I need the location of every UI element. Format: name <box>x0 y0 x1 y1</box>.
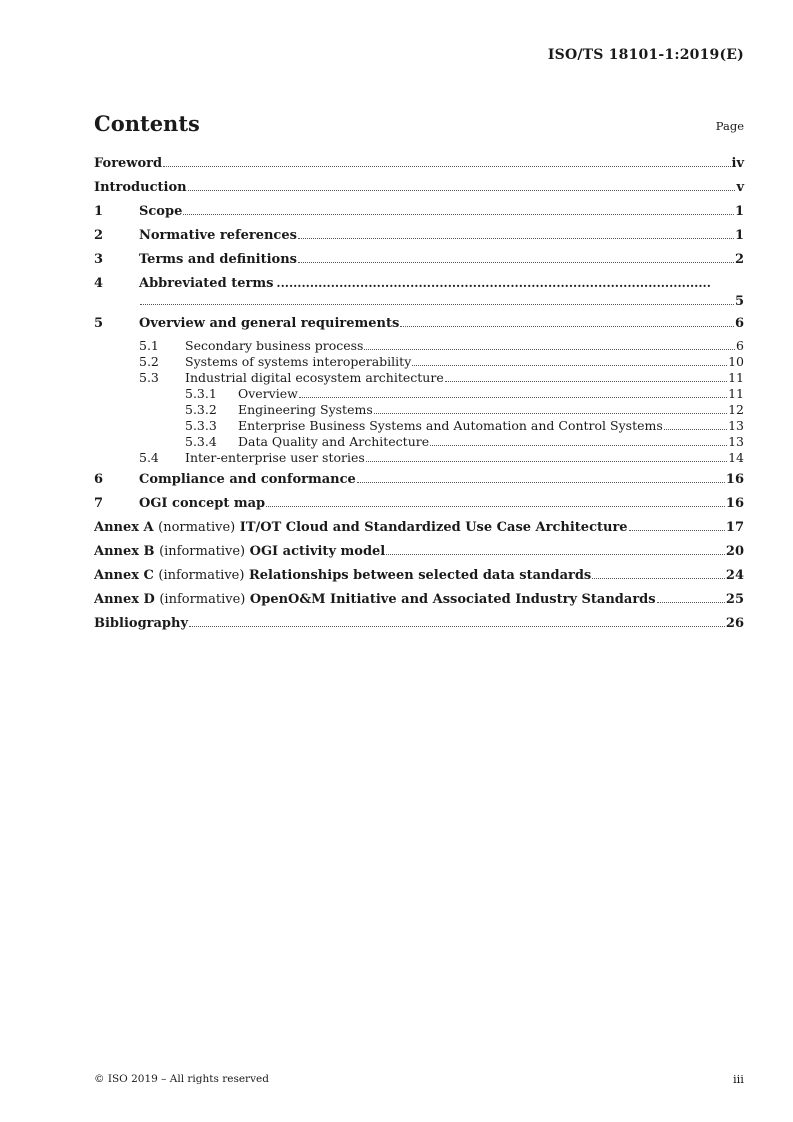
toc-entry-title: Scope <box>139 204 183 219</box>
toc-entry-page: 26 <box>725 616 744 631</box>
toc-entry-number: 1 <box>94 204 104 219</box>
toc-entry-page: v <box>736 180 744 195</box>
toc-entry-scope[interactable] <box>94 202 744 226</box>
toc-entry-annex-a[interactable] <box>94 518 744 542</box>
toc-entry-page: 13 <box>728 434 744 449</box>
toc-entry-title: Enterprise Business Systems and Automation and Control Systems <box>238 418 663 433</box>
toc-entry-number: 6 <box>94 472 104 487</box>
toc-entry-title: Inter-enterprise user stories <box>185 450 365 465</box>
dot-leader <box>357 482 725 483</box>
toc-entry-number: 5.3.2 <box>185 402 217 417</box>
toc-entry-number: 5.3.4 <box>185 434 217 449</box>
toc-entry-title: Relationships between selected data standards <box>248 568 592 583</box>
table-of-contents <box>94 154 744 638</box>
annex-label: Annex D <box>94 592 155 607</box>
dot-leader <box>629 530 725 531</box>
toc-entry-overview-general[interactable] <box>94 314 744 338</box>
toc-entry-title: OGI concept map <box>139 496 266 511</box>
toc-entry-page: 1 <box>734 204 744 219</box>
toc-entry-title: Terms and definitions <box>139 252 297 267</box>
toc-entry-title: Industrial digital ecosystem architecture <box>185 370 444 385</box>
dot-leader <box>364 349 735 350</box>
toc-entry-number: 3 <box>94 252 104 267</box>
toc-entry-page: 16 <box>725 472 744 487</box>
toc-entry-5-4[interactable] <box>94 450 744 466</box>
dot-leader <box>140 304 734 305</box>
toc-entry-number: 2 <box>94 228 104 243</box>
annex-type: (informative) <box>158 568 245 583</box>
toc-entry-number: 4 <box>94 276 104 291</box>
toc-entry-title: OpenO&M Initiative and Associated Industry Standards <box>249 592 656 607</box>
dot-leader <box>400 326 734 327</box>
toc-entry-compliance[interactable] <box>94 470 744 494</box>
page-number: iii <box>732 1072 744 1086</box>
toc-entry-title: Abbreviated terms <box>139 276 274 291</box>
dot-leader <box>189 626 725 627</box>
toc-entry-5-3-2[interactable] <box>94 402 744 418</box>
toc-entry-terms-definitions[interactable] <box>94 250 744 274</box>
dot-leader <box>412 365 727 366</box>
dot-leader <box>299 397 727 398</box>
dot-leader <box>386 554 725 555</box>
annex-label: Annex B <box>94 544 155 559</box>
toc-entry-number: 5.3 <box>139 370 159 385</box>
toc-entry-number: 5.4 <box>139 450 159 465</box>
toc-entry-title: Bibliography <box>94 616 189 631</box>
toc-entry-title: Secondary business process <box>185 338 364 353</box>
toc-entry-abbreviated-terms[interactable] <box>94 274 744 314</box>
toc-entry-page: 12 <box>728 402 744 417</box>
toc-entry-title: Overview <box>238 386 298 401</box>
toc-entry-5-3-3[interactable] <box>94 418 744 434</box>
toc-entry-title: OGI activity model <box>249 544 386 559</box>
copyright-notice: © ISO 2019 – All rights reserved <box>94 1073 269 1085</box>
toc-entry-page: 10 <box>728 354 744 369</box>
dot-leader <box>657 602 725 603</box>
toc-entry-annex-b[interactable] <box>94 542 744 566</box>
toc-entry-number: 5.1 <box>139 338 159 353</box>
toc-entry-title: Systems of systems interoperability <box>185 354 412 369</box>
toc-entry-annex-c[interactable] <box>94 566 744 590</box>
toc-entry-page: 24 <box>725 568 744 583</box>
dot-leader <box>183 214 734 215</box>
toc-entry-page: 6 <box>736 338 744 353</box>
dot-leader <box>298 262 734 263</box>
dot-leader <box>374 413 727 414</box>
toc-entry-5-3[interactable] <box>94 370 744 386</box>
annex-label: Annex A <box>94 520 154 535</box>
toc-entry-page: 6 <box>734 316 744 331</box>
toc-entry-page: 11 <box>728 370 744 385</box>
toc-entry-introduction[interactable] <box>94 178 744 202</box>
toc-entry-page: 5 <box>734 294 744 309</box>
toc-entry-number: 5.2 <box>139 354 159 369</box>
document-id: ISO/TS 18101-1:2019(E) <box>547 47 744 63</box>
page-column-label: Page <box>715 119 744 133</box>
toc-entry-title: Overview and general requirements <box>139 316 400 331</box>
toc-entry-annex-d[interactable] <box>94 590 744 614</box>
dot-leader <box>188 190 736 191</box>
toc-entry-bibliography[interactable] <box>94 614 744 638</box>
annex-type: (informative) <box>159 544 246 559</box>
toc-entry-5-3-1[interactable] <box>94 386 744 402</box>
toc-entry-page: 1 <box>734 228 744 243</box>
toc-entry-page: 2 <box>734 252 744 267</box>
toc-entry-title: Compliance and conformance <box>139 472 356 487</box>
toc-entry-normative-references[interactable] <box>94 226 744 250</box>
toc-entry-title: Data Quality and Architecture <box>238 434 430 449</box>
dot-leader-printed: ........................................................................................................ <box>276 276 711 290</box>
toc-entry-number: 5 <box>94 316 104 331</box>
toc-entry-page: 17 <box>725 520 744 535</box>
dot-leader <box>592 578 725 579</box>
toc-entry-5-3-4[interactable] <box>94 434 744 450</box>
toc-entry-title: Normative references <box>139 228 297 243</box>
toc-entry-5-2[interactable] <box>94 354 744 370</box>
dot-leader <box>664 429 727 430</box>
annex-type: (normative) <box>158 520 236 535</box>
dot-leader <box>298 238 734 239</box>
toc-entry-page: 16 <box>725 496 744 511</box>
toc-entry-number: 5.3.1 <box>185 386 217 401</box>
dot-leader <box>366 461 727 462</box>
dot-leader <box>430 445 727 446</box>
toc-entry-page: iv <box>731 156 744 171</box>
toc-entry-foreword[interactable] <box>94 154 744 178</box>
dot-leader <box>163 166 730 167</box>
dot-leader <box>445 381 727 382</box>
toc-entry-page: 11 <box>728 386 744 401</box>
toc-entry-title: Introduction <box>94 180 187 195</box>
page-title: Contents <box>94 111 200 136</box>
toc-entry-number: 5.3.3 <box>185 418 217 433</box>
toc-entry-number: 7 <box>94 496 104 511</box>
dot-leader <box>266 506 725 507</box>
toc-entry-page: 25 <box>725 592 744 607</box>
annex-label: Annex C <box>94 568 154 583</box>
toc-entry-title: Engineering Systems <box>238 402 373 417</box>
toc-entry-page: 14 <box>728 450 744 465</box>
annex-type: (informative) <box>159 592 246 607</box>
toc-entry-page: 20 <box>725 544 744 559</box>
toc-entry-title: Foreword <box>94 156 163 171</box>
toc-entry-ogi-concept-map[interactable] <box>94 494 744 518</box>
toc-entry-title: IT/OT Cloud and Standardized Use Case Architecture <box>239 520 628 535</box>
toc-entry-page: 13 <box>728 418 744 433</box>
toc-entry-5-1[interactable] <box>94 338 744 354</box>
